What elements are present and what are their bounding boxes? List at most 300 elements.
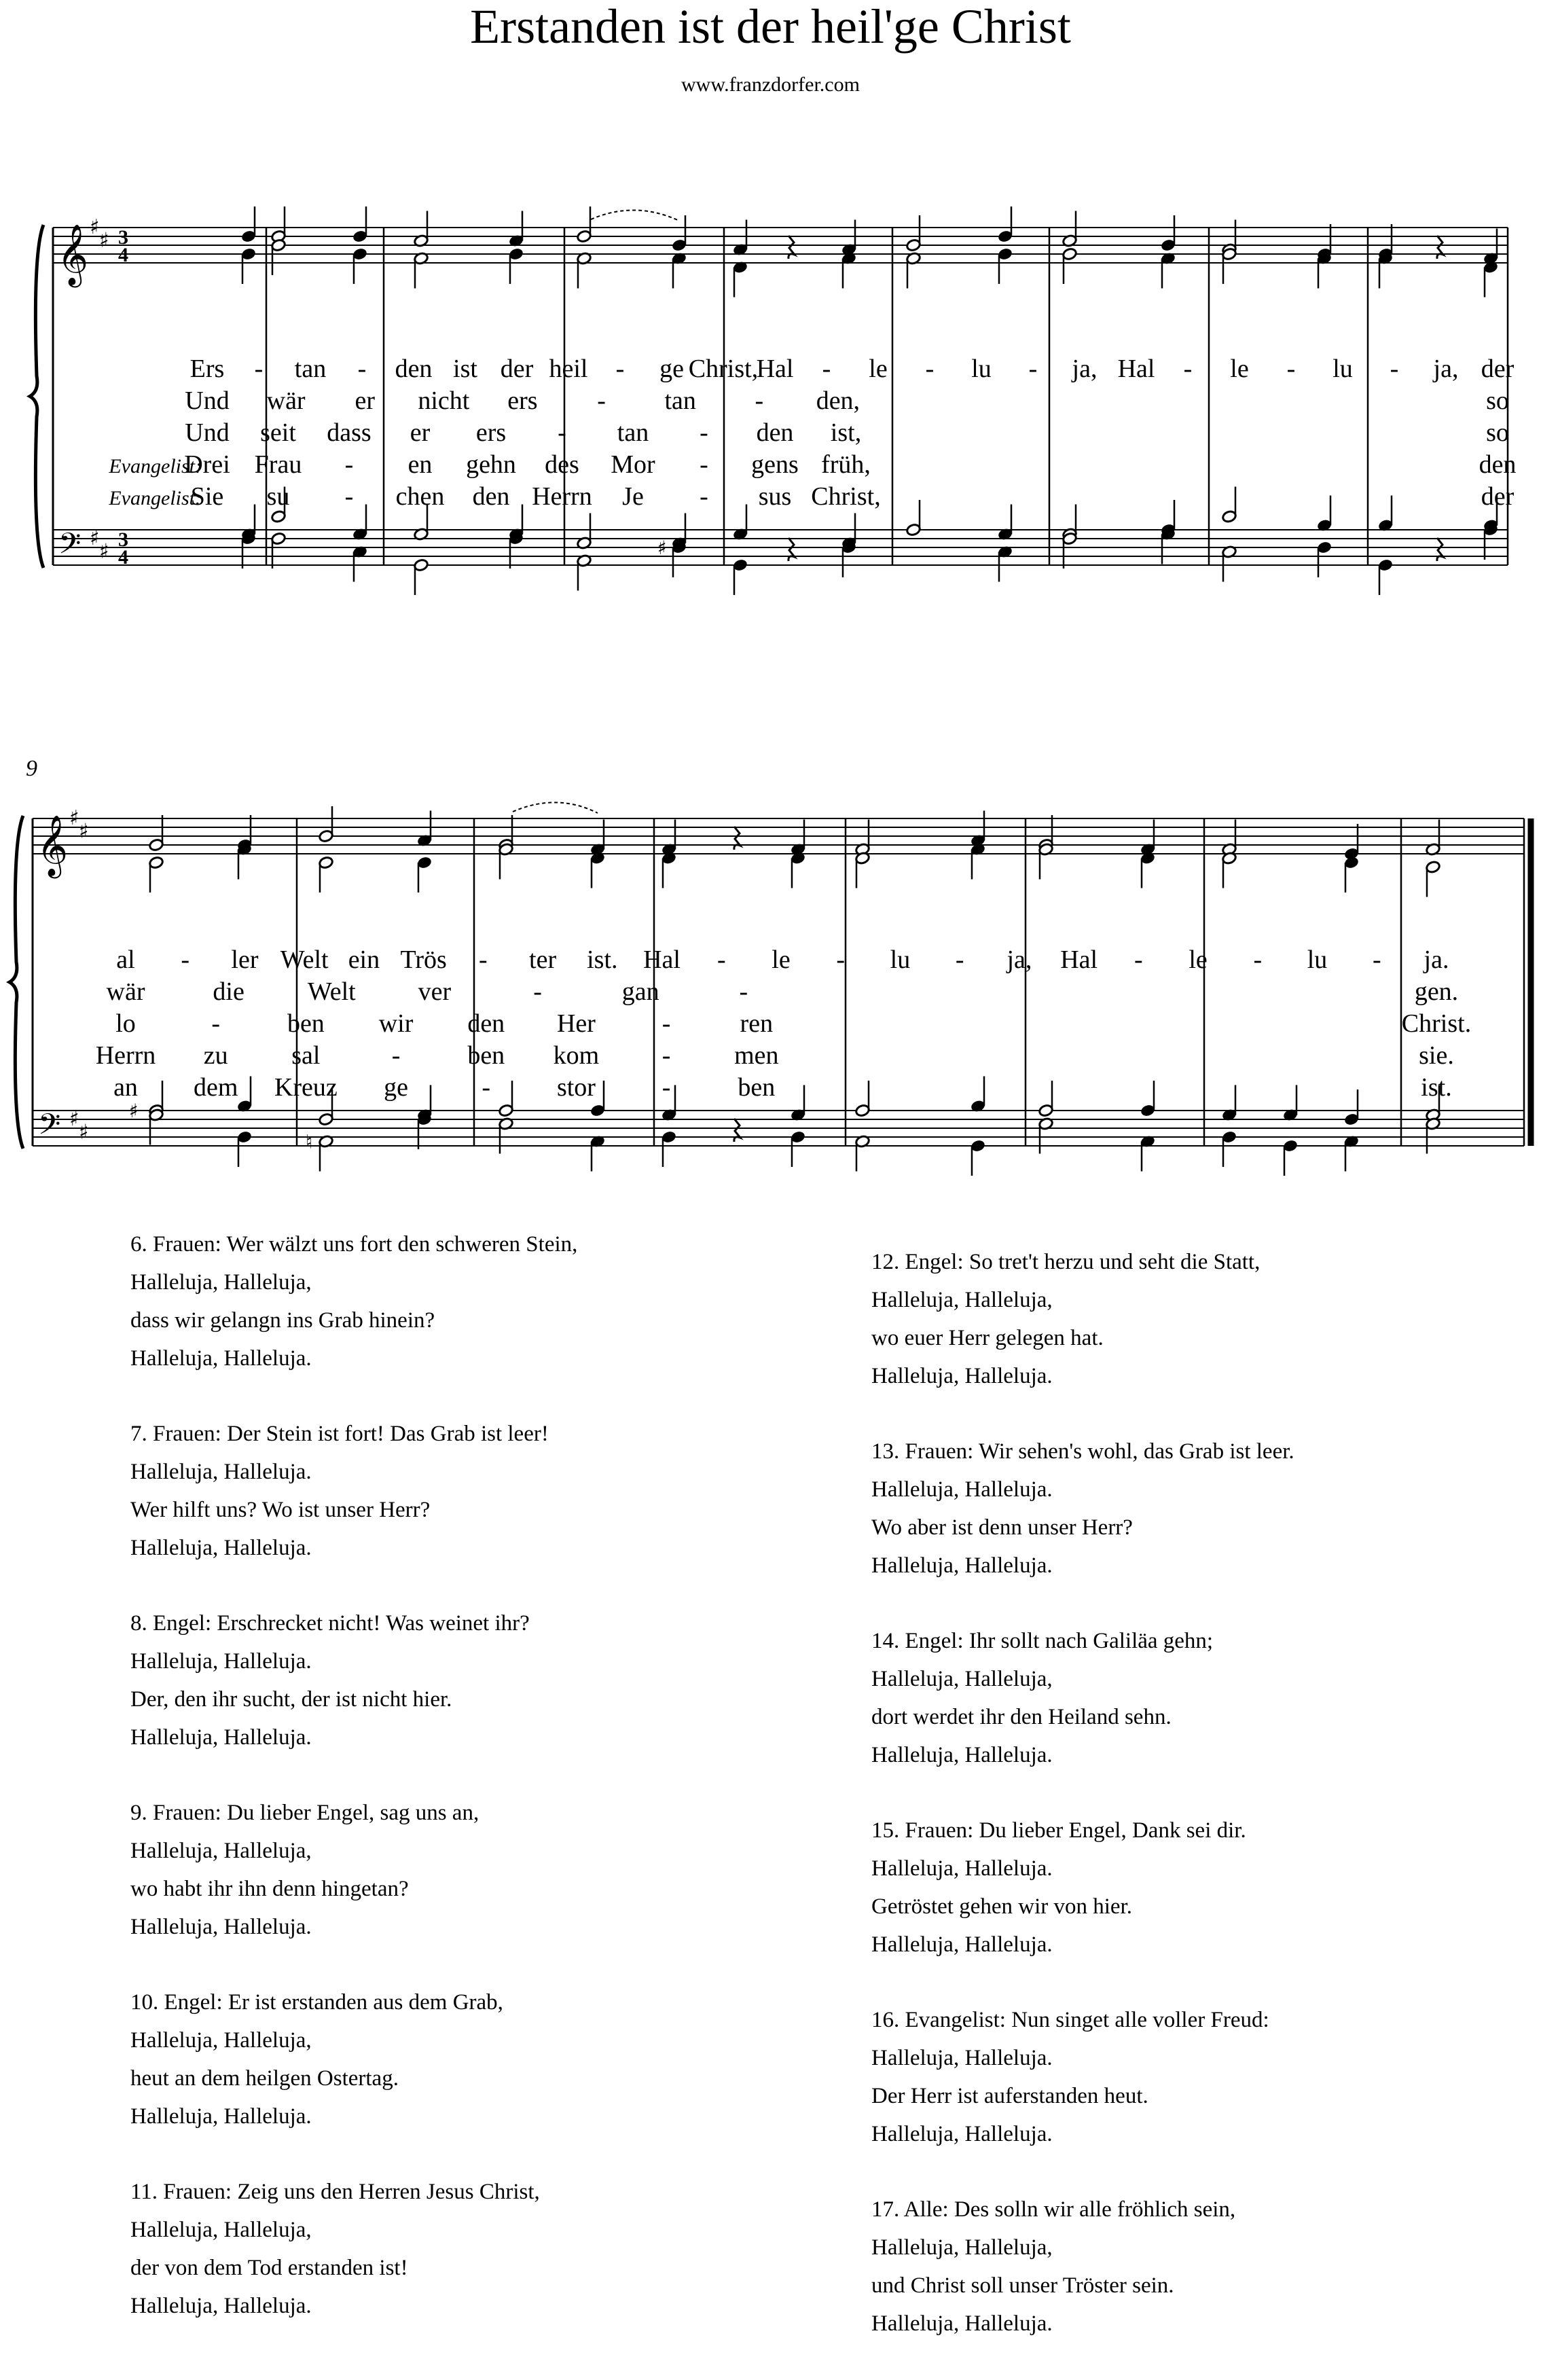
bass-note: [1140, 1135, 1156, 1172]
lyric-syllable: -: [739, 977, 748, 1006]
bass-note: [672, 541, 687, 577]
verse-line: dort werdet ihr den Heiland sehn.: [871, 1705, 1172, 1729]
lyric-syllable: -: [357, 355, 367, 383]
verse-line: der von dem Tod erstanden ist!: [130, 2256, 408, 2280]
bass-note: [1344, 1135, 1360, 1172]
verse-line: 13. Frauen: Wir sehen's wohl, das Grab ist leer.: [871, 1439, 1294, 1464]
lyric-syllable: lu: [971, 355, 992, 383]
treble-note: [661, 852, 677, 888]
lyric-syllable: Her: [556, 1009, 596, 1038]
verse-line: Halleluja, Halleluja,: [871, 2235, 1053, 2260]
lyric-syllable: -: [717, 945, 726, 974]
lyric-syllable: gens: [751, 450, 799, 479]
lyric-syllable: der: [500, 355, 534, 383]
verse-line: Halleluja, Halleluja.: [871, 2311, 1053, 2336]
treble-note: [1062, 247, 1078, 284]
lyric-syllable: Christ,: [811, 482, 881, 511]
bass-note: [577, 554, 592, 591]
sharp-sign: ♯: [69, 1107, 79, 1131]
lyric-syllable: -: [1286, 355, 1296, 383]
lyric-syllable: Hal: [1060, 945, 1098, 974]
treble-note: [855, 820, 871, 857]
verse-line: 6. Frauen: Wer wälzt uns fort den schweren Stein,: [130, 1232, 578, 1257]
treble-note: [1483, 229, 1499, 266]
page-title: Erstanden ist der heil'ge Christ: [470, 0, 1071, 54]
bass-note: [855, 1135, 871, 1172]
sharp-accidental: ♯: [657, 537, 667, 559]
lyric-syllable: lo: [115, 1009, 136, 1038]
treble-note: [661, 820, 677, 857]
lyric-syllable: heil: [549, 355, 588, 383]
verse-block: [871, 2190, 1294, 2343]
bass-note: [1222, 1085, 1237, 1122]
treble-note: [906, 215, 922, 252]
bass-note: [271, 532, 287, 569]
lyric-syllable: ge: [384, 1073, 408, 1102]
lyric-syllable: su: [266, 482, 290, 511]
treble-note: [791, 852, 806, 888]
lyric-syllable: tan: [294, 355, 327, 383]
lyric-syllable: ren: [740, 1009, 774, 1038]
lyric-syllable: so: [1486, 418, 1509, 447]
lyric-syllable: -: [181, 945, 190, 974]
verse-line: Halleluja, Halleluja.: [871, 1364, 1053, 1388]
lyric-syllable: gan: [621, 977, 659, 1006]
bass-note: [1222, 545, 1237, 582]
quarter-rest: [1437, 236, 1443, 259]
lyric-syllable: -: [344, 450, 354, 479]
verse-line: Halleluja, Halleluja,: [871, 1288, 1053, 1312]
lyric-syllable: Mor: [611, 450, 655, 479]
bass-note: [149, 1108, 164, 1145]
verse-block: [130, 1415, 577, 1567]
lyric-syllable: der: [1481, 355, 1515, 383]
bass-note: [906, 500, 922, 537]
sharp-sign: ♯: [90, 526, 100, 550]
treble-note: [1344, 824, 1360, 861]
verse-line: 16. Evangelist: Nun singet alle voller Freud:: [871, 2008, 1269, 2032]
verse-line: Halleluja, Halleluja.: [130, 1649, 312, 1674]
bass-note: [1222, 487, 1237, 524]
lyric-syllable: den: [472, 482, 510, 511]
bass-note: [791, 1085, 806, 1122]
treble-clef-icon: 𝄞: [57, 224, 89, 285]
treble-note: [791, 820, 806, 857]
lyric-syllable: Kreuz: [274, 1073, 338, 1102]
sharp-sign: ♯: [99, 228, 109, 253]
verse-line: Halleluja, Halleluja,: [130, 2028, 312, 2053]
treble-note: [855, 852, 871, 888]
treble-note: [149, 815, 164, 852]
bass-note: [319, 1135, 334, 1172]
treble-clef-icon: 𝄞: [37, 815, 69, 876]
quarter-rest: [734, 1119, 740, 1142]
lyric-syllable: al: [116, 945, 135, 974]
lyric-syllable: ben: [738, 1073, 776, 1102]
natural-accidental: ♮: [306, 1130, 313, 1153]
verse-line: Halleluja, Halleluja,: [130, 1270, 312, 1295]
sharp-sign: ♯: [79, 819, 89, 844]
bass-note: [733, 558, 748, 595]
bass-note: [237, 1130, 253, 1167]
lyric-syllable: der: [1481, 482, 1515, 511]
bass-note: [1317, 496, 1332, 533]
verse-line: Halleluja, Halleluja.: [130, 1346, 312, 1371]
verse-line: Halleluja, Halleluja.: [871, 1743, 1053, 1767]
treble-note: [998, 247, 1013, 284]
treble-note: [271, 238, 287, 275]
verse-block: [871, 1243, 1294, 1395]
treble-note: [319, 806, 334, 843]
lyric-syllable: -: [661, 1073, 671, 1102]
lyric-syllable: -: [700, 418, 708, 447]
bass-note: [1378, 558, 1394, 595]
system-brace: [10, 816, 23, 1149]
lyric-syllable: des: [545, 450, 579, 479]
quarter-rest: [788, 538, 795, 561]
website-credit: www.franzdorfer.com: [681, 73, 860, 96]
bass-note: [1344, 1089, 1360, 1126]
bass-note: [855, 1081, 871, 1117]
verse-line: Halleluja, Halleluja,: [871, 1667, 1053, 1691]
treble-note: [1062, 211, 1078, 248]
lyric-syllable: Christ,: [688, 355, 759, 383]
treble-note: [1140, 820, 1156, 857]
verse-line: 7. Frauen: Der Stein ist fort! Das Grab ist leer!: [130, 1422, 549, 1446]
lyric-syllable: ja,: [1072, 355, 1098, 383]
bass-note: [352, 545, 368, 582]
treble-note: [498, 843, 514, 880]
lyric-syllable: -: [344, 482, 354, 511]
verse-block: [130, 1794, 577, 1946]
lyric-syllable: ler: [231, 945, 259, 974]
lyric-syllable: ge: [659, 355, 684, 383]
treble-note: [590, 820, 606, 857]
lyric-syllable: le: [772, 945, 791, 974]
treble-note: [1222, 820, 1237, 857]
bass-clef-icon: 𝄢: [38, 1108, 61, 1149]
verse-line: 8. Engel: Erschrecket nicht! Was weinet ihr?: [130, 1611, 530, 1636]
bass-note: [998, 545, 1013, 582]
treble-note: [352, 247, 368, 284]
lyric-syllable: -: [1183, 355, 1193, 383]
treble-note: [241, 206, 257, 243]
verse-line: 12. Engel: So tret't herzu und seht die Statt,: [871, 1250, 1261, 1274]
lyric-syllable: ein: [348, 945, 380, 974]
bass-note: [1062, 532, 1078, 569]
treble-note: [414, 252, 429, 289]
treble-note: [1426, 861, 1441, 897]
treble-note: [509, 211, 524, 248]
lyric-syllable: -: [955, 945, 964, 974]
lyric-syllable: ja.: [1424, 945, 1449, 974]
sharp-sign: ♯: [79, 1120, 89, 1144]
singer-label: Evangelist:: [109, 487, 202, 509]
verse-block: [130, 1983, 577, 2135]
lyric-syllable: ers: [507, 386, 538, 415]
sharp-accidental: ♯: [129, 1100, 139, 1122]
treble-note: [1344, 856, 1360, 892]
verse-line: 14. Engel: Ihr sollt nach Galiläa gehn;: [871, 1629, 1214, 1653]
lyric-syllable: ja,: [1007, 945, 1032, 974]
treble-note: [971, 843, 986, 880]
bass-note: [577, 513, 592, 550]
lyric-syllable: Hal: [643, 945, 681, 974]
verse-line: Wo aber ist denn unser Herr?: [871, 1515, 1133, 1540]
lyric-syllable: Welt: [307, 977, 356, 1006]
lyric-syllable: -: [836, 945, 846, 974]
lyric-syllable: wär: [106, 977, 145, 1006]
lyric-syllable: -: [1390, 355, 1399, 383]
treble-note: [733, 261, 748, 298]
verse-line: Halleluja, Halleluja,: [130, 2218, 312, 2242]
verse-line: Der Herr ist auferstanden heut.: [871, 2084, 1148, 2108]
lyric-syllable: wär: [266, 386, 306, 415]
treble-note: [1161, 252, 1176, 289]
verse-line: Halleluja, Halleluja,: [130, 1839, 312, 1863]
verse-block: [130, 1225, 577, 1377]
verse-block: [130, 2173, 577, 2325]
lyric-syllable: ist: [453, 355, 477, 383]
treble-note: [1161, 215, 1176, 252]
lyric-syllable: er: [410, 418, 431, 447]
sharp-sign: ♯: [99, 539, 109, 564]
lyric-syllable: den: [1479, 450, 1517, 479]
lyric-syllable: chen: [395, 482, 445, 511]
bass-note: [1283, 1085, 1299, 1122]
treble-note: [417, 811, 433, 848]
sharp-sign: ♯: [90, 215, 100, 239]
lyric-syllable: die: [213, 977, 244, 1006]
bass-note: [590, 1135, 606, 1172]
verse-line: 11. Frauen: Zeig uns den Herren Jesus Christ,: [130, 2180, 540, 2204]
lyric-syllable: -: [822, 355, 831, 383]
lyric-syllable: früh,: [821, 450, 871, 479]
lyric-syllable: ist,: [830, 418, 862, 447]
verse-block: [871, 1432, 1294, 1585]
verse-line: Halleluja, Halleluja.: [130, 1725, 312, 1750]
bass-note: [1038, 1081, 1054, 1117]
lyric-syllable: lu: [890, 945, 911, 974]
lyric-syllable: Frau: [254, 450, 302, 479]
treble-note: [1038, 843, 1054, 880]
sharp-sign: ♯: [69, 806, 79, 830]
treble-note: [577, 252, 592, 289]
lyric-syllable: Je: [622, 482, 644, 511]
verse-line: Halleluja, Halleluja.: [130, 2104, 312, 2129]
verse-line: Halleluja, Halleluja.: [130, 2294, 312, 2318]
lyric-syllable: Welt: [280, 945, 329, 974]
bass-note: [1378, 496, 1394, 533]
bass-note: [237, 1077, 253, 1113]
treble-note: [509, 247, 524, 284]
singer-label: Evangelist:: [109, 455, 202, 477]
quarter-rest: [734, 827, 740, 850]
lyric-syllable: ben: [287, 1009, 325, 1038]
bass-note: [1222, 1130, 1237, 1167]
treble-note: [672, 215, 687, 252]
verse-block: [130, 1604, 577, 1756]
verse-line: 10. Engel: Er ist erstanden aus dem Grab,: [130, 1990, 503, 2015]
treble-note: [590, 852, 606, 888]
bass-note: [733, 505, 748, 541]
bass-note: [791, 1130, 806, 1167]
treble-note: [241, 247, 257, 284]
verse-block: [871, 1622, 1294, 1774]
lyric-syllable: den: [756, 418, 794, 447]
lyric-syllable: -: [482, 1073, 491, 1102]
bass-note: [509, 532, 524, 569]
lyric-syllable: Drei: [184, 450, 230, 479]
verse-line: Getröstet gehen wir von hier.: [871, 1894, 1132, 1919]
verse-line: 9. Frauen: Du lieber Engel, sag uns an,: [130, 1801, 479, 1825]
lyric-syllable: sus: [758, 482, 792, 511]
treble-note: [1140, 852, 1156, 888]
lyric-syllable: Herrn: [532, 482, 592, 511]
lyric-syllable: -: [597, 386, 606, 415]
treble-note: [1222, 247, 1237, 284]
lyric-syllable: ist.: [1421, 1073, 1452, 1102]
time-signature-denominator: 4: [118, 244, 128, 266]
treble-note: [149, 856, 164, 892]
lyric-syllable: Ers: [189, 355, 225, 383]
lyric-syllable: sal: [291, 1041, 321, 1070]
quarter-rest: [1437, 538, 1443, 561]
lyric-syllable: ja,: [1433, 355, 1459, 383]
lyric-syllable: Hal: [756, 355, 794, 383]
treble-note: [319, 856, 334, 892]
lyric-syllable: Herrn: [95, 1041, 156, 1070]
treble-note: [672, 252, 687, 289]
lyric-syllable: en: [407, 450, 433, 479]
lyric-syllable: ter: [529, 945, 557, 974]
verse-line: Wer hilft uns? Wo ist unser Herr?: [130, 1498, 431, 1522]
lyric-syllable: -: [533, 977, 542, 1006]
verse-line: wo euer Herr gelegen hat.: [871, 1326, 1104, 1350]
lyric-syllable: gen.: [1414, 977, 1459, 1006]
treble-note: [271, 206, 287, 243]
time-signature-numerator: 3: [118, 226, 128, 249]
bass-note: [971, 1077, 986, 1113]
lyric-syllable: -: [558, 418, 566, 447]
lyric-syllable: -: [661, 1041, 671, 1070]
quarter-rest: [788, 236, 795, 259]
verse-block: [871, 2001, 1294, 2153]
system-brace: [30, 225, 43, 568]
bass-note: [998, 505, 1013, 541]
lyric-syllable: sie.: [1419, 1041, 1454, 1070]
bass-note: [241, 532, 257, 569]
lyric-syllable: Und: [185, 386, 230, 415]
lyric-syllable: ben: [467, 1041, 505, 1070]
lyric-syllable: men: [734, 1041, 779, 1070]
treble-note: [1426, 820, 1441, 857]
treble-note: [237, 843, 253, 880]
lyric-syllable: wir: [378, 1009, 414, 1038]
lyric-syllable: den: [467, 1009, 505, 1038]
treble-note: [417, 856, 433, 892]
bass-note: [1140, 1081, 1156, 1117]
treble-note: [841, 252, 857, 289]
lyric-syllable: le: [869, 355, 888, 383]
lyric-syllable: dass: [327, 418, 371, 447]
lyric-syllable: an: [113, 1073, 138, 1102]
verse-line: Halleluja, Halleluja.: [871, 1856, 1053, 1881]
lyric-syllable: tan: [664, 386, 696, 415]
lyric-syllable: zu: [203, 1041, 228, 1070]
treble-note: [733, 220, 748, 257]
lyric-syllable: le: [1230, 355, 1249, 383]
lyric-syllable: -: [391, 1041, 401, 1070]
lyric-syllable: gehn: [466, 450, 516, 479]
lyric-syllable: dem: [193, 1073, 238, 1102]
bass-note: [971, 1139, 986, 1176]
treble-note: [577, 206, 592, 243]
bass-note: [841, 541, 857, 577]
bass-note: [498, 1117, 514, 1154]
treble-note: [841, 220, 857, 257]
bass-note: [1426, 1117, 1441, 1154]
time-signature-denominator: 4: [118, 546, 128, 569]
treble-note: [971, 811, 986, 848]
lyric-syllable: ers: [475, 418, 507, 447]
lyric-syllable: -: [479, 945, 488, 974]
bass-note: [1283, 1139, 1299, 1176]
bass-note: [414, 558, 429, 595]
measure-number: 9: [26, 756, 37, 781]
bass-note: [1317, 541, 1332, 577]
lyric-syllable: -: [1134, 945, 1143, 974]
tie-slur: [591, 210, 679, 221]
lyric-syllable: den,: [816, 386, 860, 415]
lyric-syllable: le: [1189, 945, 1208, 974]
bass-note: [498, 1081, 514, 1117]
lyric-syllable: -: [1253, 945, 1263, 974]
time-signature-numerator: 3: [118, 528, 128, 551]
lyric-syllable: nicht: [418, 386, 470, 415]
lyric-syllable: -: [661, 1009, 671, 1038]
lyric-syllable: -: [211, 1009, 221, 1038]
bass-note: [1038, 1117, 1054, 1154]
treble-note: [906, 252, 922, 289]
verse-line: Der, den ihr sucht, der ist nicht hier.: [130, 1687, 452, 1712]
verse-line: Halleluja, Halleluja.: [130, 1536, 312, 1560]
treble-note: [352, 206, 368, 243]
bass-note: [417, 1113, 433, 1149]
lyric-syllable: den: [395, 355, 433, 383]
verse-line: 15. Frauen: Du lieber Engel, Dank sei dir.: [871, 1818, 1246, 1843]
lyric-syllable: Sie: [190, 482, 224, 511]
verse-line: 17. Alle: Des solln wir alle fröhlich sein,: [871, 2197, 1236, 2222]
treble-note: [1222, 852, 1237, 888]
lyric-syllable: ist.: [587, 945, 618, 974]
lyric-syllable: -: [755, 386, 764, 415]
verse-line: Halleluja, Halleluja.: [871, 1553, 1053, 1578]
lyric-syllable: -: [700, 482, 708, 511]
verse-line: Halleluja, Halleluja.: [871, 1932, 1053, 1957]
treble-note: [1378, 252, 1394, 289]
lyric-syllable: -: [615, 355, 625, 383]
verse-line: wo habt ihr ihn denn hingetan?: [130, 1877, 409, 1901]
bass-note: [1161, 528, 1176, 564]
lyric-syllable: tan: [617, 418, 649, 447]
lyric-syllable: Und: [185, 418, 230, 447]
treble-note: [998, 206, 1013, 243]
lyric-syllable: stor: [556, 1073, 596, 1102]
verse-line: Halleluja, Halleluja.: [130, 1460, 312, 1484]
treble-note: [1483, 261, 1499, 298]
bass-note: [1483, 523, 1499, 560]
